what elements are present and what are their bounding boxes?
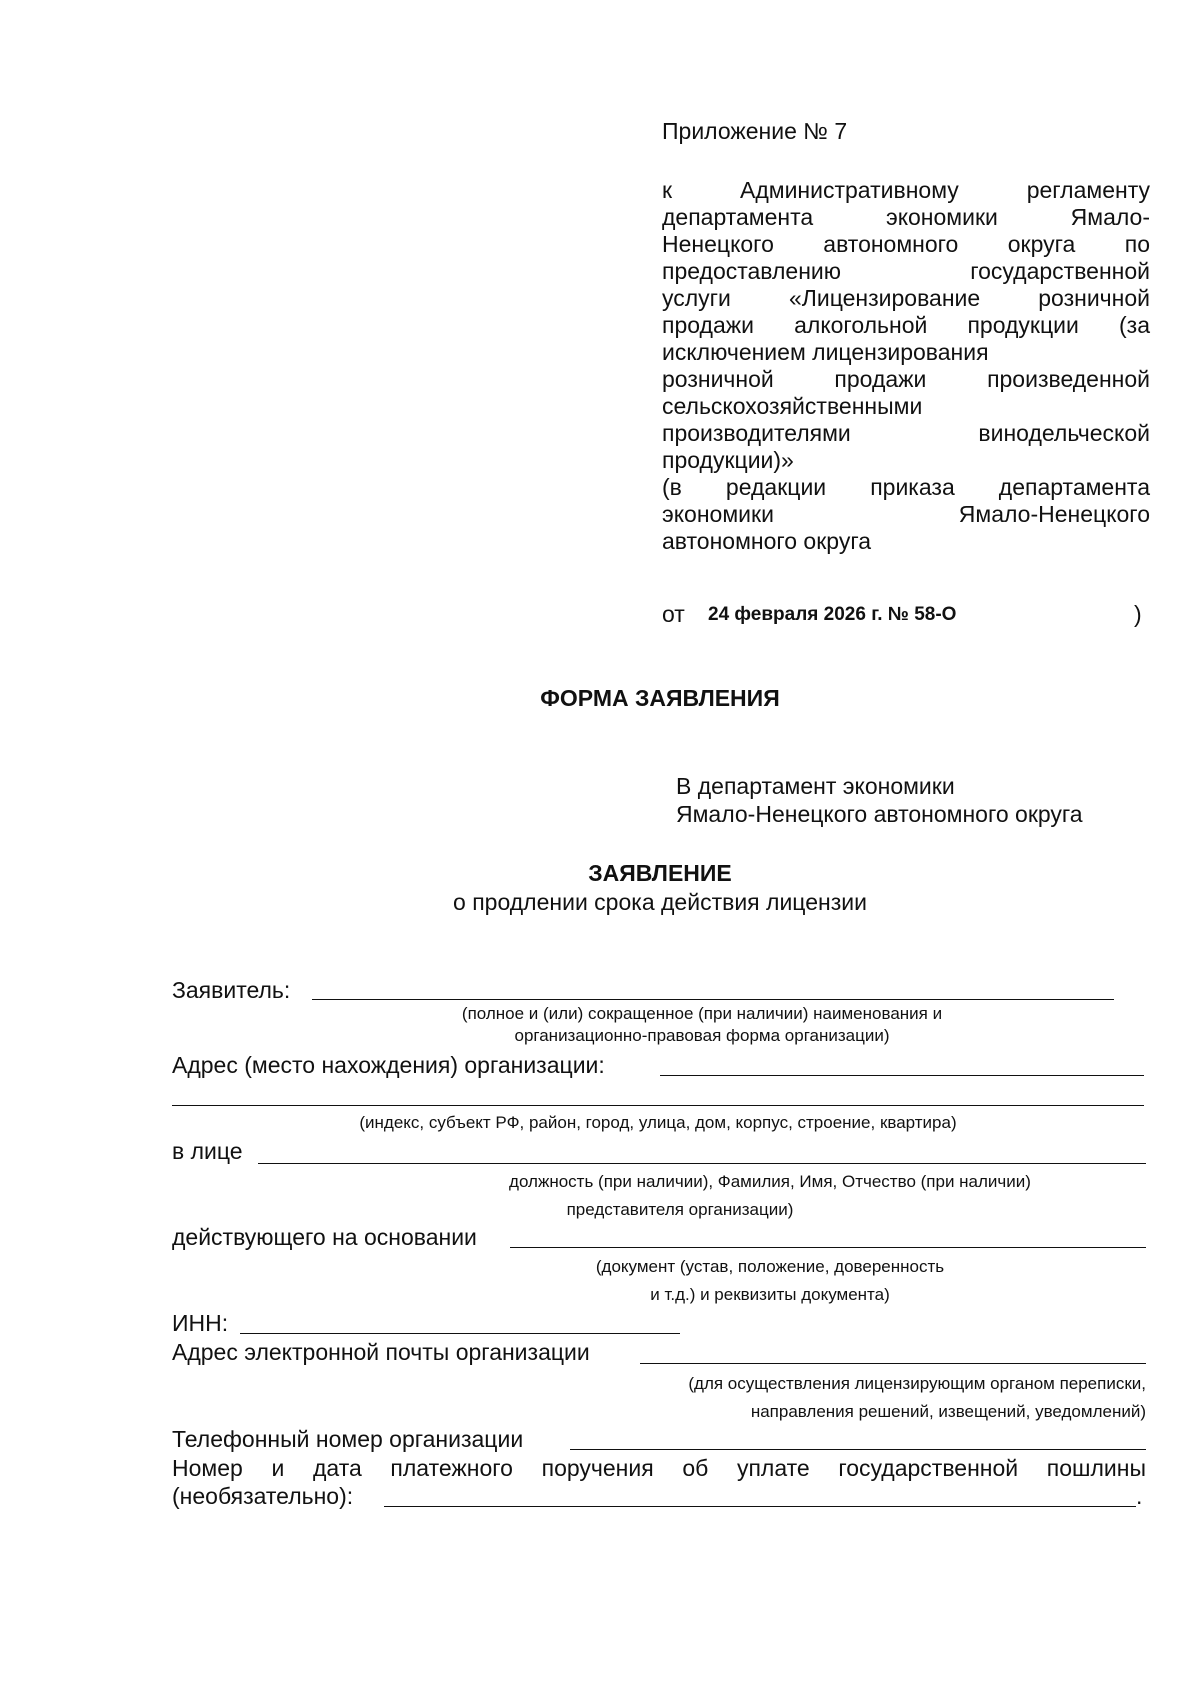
order-date-number: 24 февраля 2026 г. № 58-О bbox=[708, 604, 957, 625]
regulation-line: экономики Ямало-Ненецкого bbox=[662, 501, 1150, 527]
address-hint: (индекс, субъект РФ, район, город, улица, дом, корпус, строение, квартира) bbox=[359, 1113, 957, 1132]
order-prefix: от bbox=[662, 601, 685, 627]
payment-label: Номер и дата платежного поручения об уплате государственной пошлины bbox=[172, 1455, 1146, 1481]
regulation-line: к Административному регламенту bbox=[662, 177, 1150, 203]
person-input-line[interactable] bbox=[258, 1163, 1146, 1164]
phone-label: Телефонный номер организации bbox=[172, 1426, 524, 1452]
basis-input-line[interactable] bbox=[510, 1247, 1146, 1248]
address-input-line-2[interactable] bbox=[172, 1105, 1144, 1106]
regulation-line: розничной продажи произведенной bbox=[662, 366, 1150, 392]
regulation-line: сельскохозяйственными bbox=[662, 393, 923, 419]
email-label: Адрес электронной почты организации bbox=[172, 1339, 590, 1365]
appendix-number: Приложение № 7 bbox=[662, 118, 848, 144]
applicant-hint: (полное и (или) сокращенное (при наличии) наименования и bbox=[461, 1004, 943, 1023]
payment-input-line[interactable] bbox=[384, 1506, 1136, 1507]
regulation-line: автономного округа bbox=[662, 528, 871, 554]
regulation-line: продажи алкогольной продукции (за bbox=[662, 312, 1150, 338]
regulation-line: продукции)» bbox=[662, 447, 794, 473]
email-hint: направления решений, извещений, уведомлений) bbox=[750, 1402, 1146, 1421]
basis-hint: и т.д.) и реквизиты документа) bbox=[650, 1285, 890, 1304]
person-hint: должность (при наличии), Фамилия, Имя, Отчество (при наличии) bbox=[509, 1172, 1031, 1191]
statement-title: ЗАЯВЛЕНИЕ bbox=[588, 860, 732, 886]
address-label: Адрес (место нахождения) организации: bbox=[172, 1052, 605, 1078]
addressee-line: В департамент экономики bbox=[676, 773, 955, 799]
regulation-line: департамента экономики Ямало- bbox=[662, 204, 1150, 230]
regulation-line: производителями винодельческой bbox=[662, 420, 1150, 446]
regulation-reference bbox=[662, 177, 1150, 555]
inn-input-line[interactable] bbox=[240, 1333, 680, 1334]
payment-label-cont: (необязательно): bbox=[172, 1483, 354, 1509]
payment-end-dot: . bbox=[1136, 1483, 1143, 1509]
address-input-line[interactable] bbox=[660, 1075, 1144, 1076]
person-hint: представителя организации) bbox=[566, 1200, 794, 1219]
regulation-line: исключением лицензирования bbox=[662, 339, 989, 365]
form-title: ФОРМА ЗАЯВЛЕНИЯ bbox=[540, 685, 780, 711]
inn-label: ИНН: bbox=[172, 1310, 229, 1336]
email-hint: (для осуществления лицензирующим органом переписки, bbox=[688, 1374, 1146, 1393]
regulation-line: (в редакции приказа департамента bbox=[662, 474, 1150, 500]
regulation-line: Ненецкого автономного округа по bbox=[662, 231, 1150, 257]
person-label: в лице bbox=[172, 1138, 243, 1164]
order-suffix: ) bbox=[1134, 601, 1142, 627]
regulation-line: предоставлению государственной bbox=[662, 258, 1150, 284]
applicant-input-line[interactable] bbox=[312, 999, 1114, 1000]
regulation-line: услуги «Лицензирование розничной bbox=[662, 285, 1150, 311]
phone-input-line[interactable] bbox=[570, 1449, 1146, 1450]
basis-hint: (документ (устав, положение, доверенность bbox=[595, 1257, 945, 1276]
applicant-hint: организационно-правовая форма организации) bbox=[514, 1026, 890, 1045]
email-input-line[interactable] bbox=[640, 1363, 1146, 1364]
applicant-label: Заявитель: bbox=[172, 977, 291, 1003]
statement-subtitle: о продлении срока действия лицензии bbox=[453, 889, 867, 915]
basis-label: действующего на основании bbox=[172, 1224, 477, 1250]
addressee-line: Ямало-Ненецкого автономного округа bbox=[676, 801, 1083, 827]
